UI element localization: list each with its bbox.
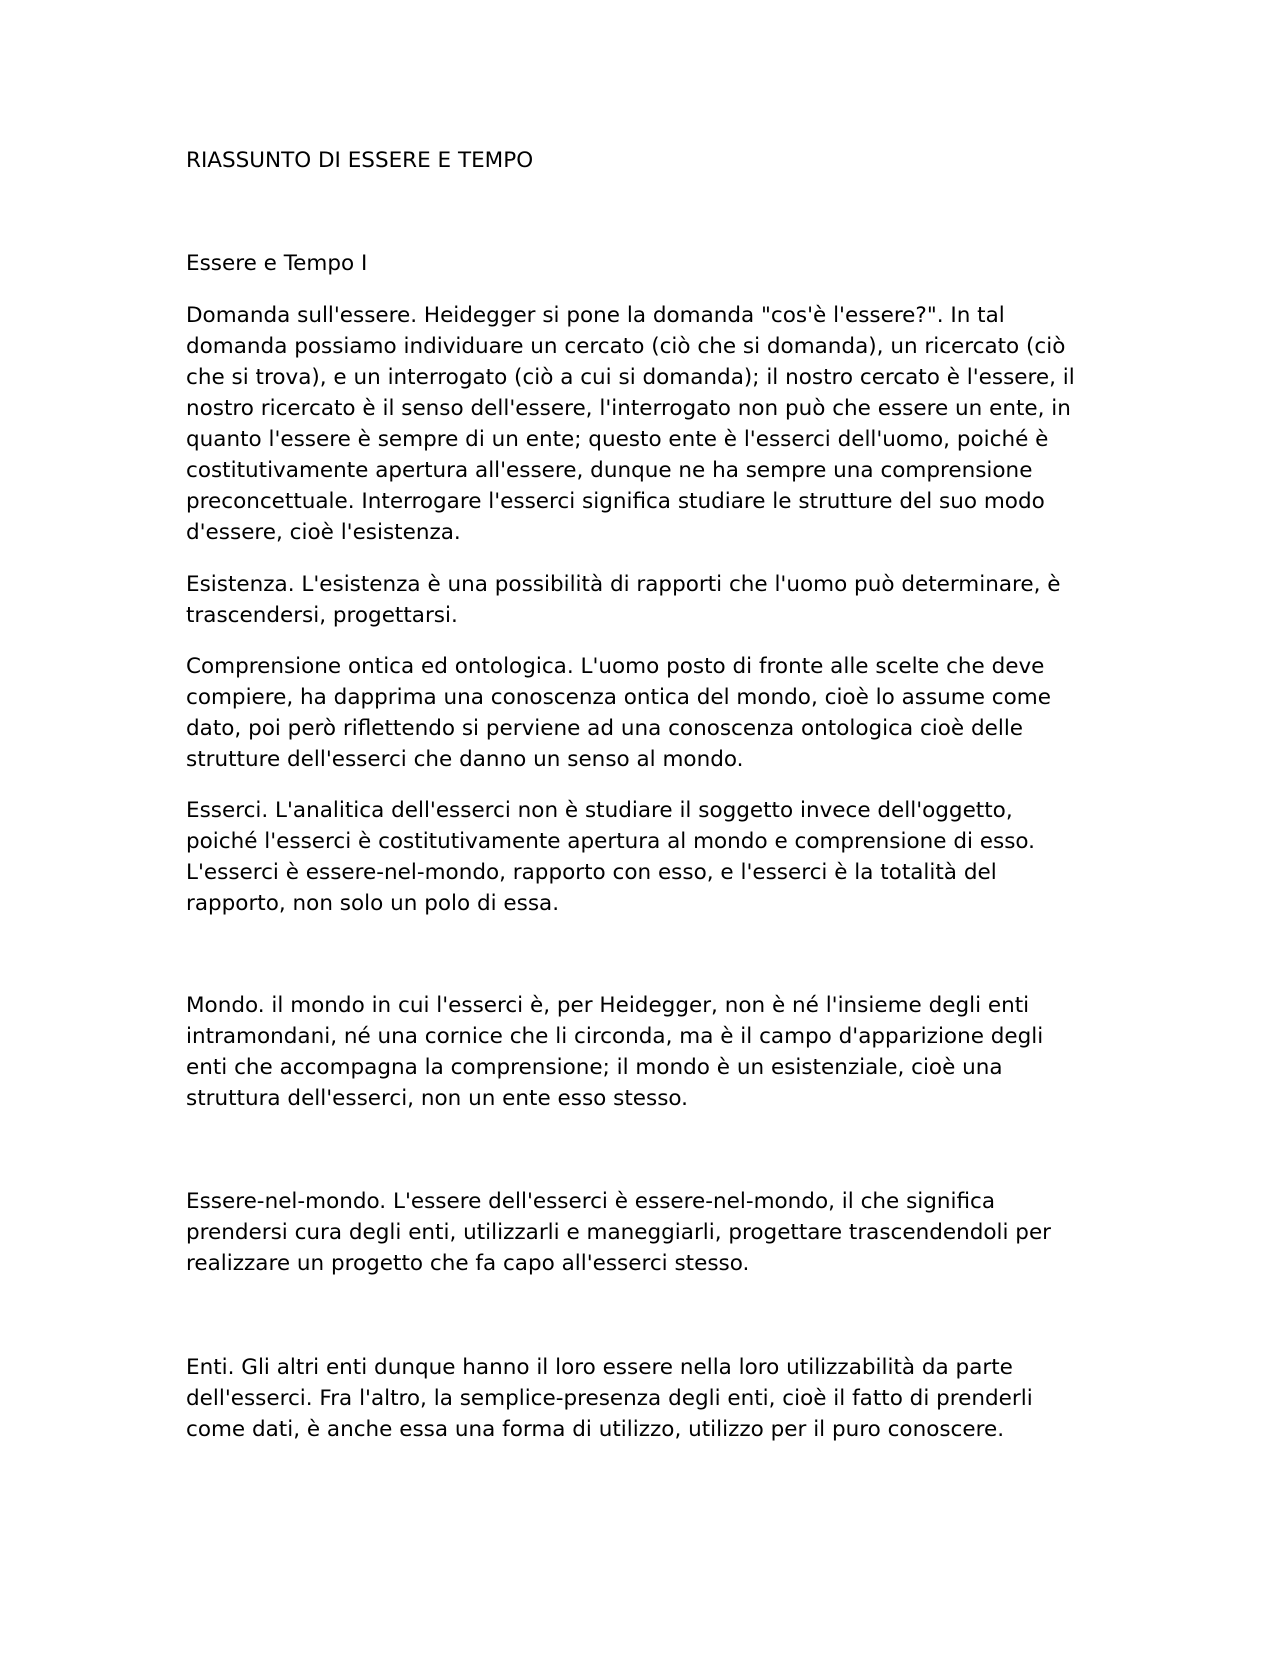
paragraph-esistenza: Esistenza. L'esistenza è una possibilità di rapporti che l'uomo può determinare, è trascendersi, progettarsi. bbox=[186, 572, 1061, 628]
paragraph-comprensione: Comprensione ontica ed ontologica. L'uomo posto di fronte alle scelte che deve compiere, ha dapprima una conoscenza ontica del mondo, cioè lo assume come dato, poi però riflettendo si perviene ad una conoscenza ontologica cioè delle strutture dell'esserci che danno un senso al mondo. bbox=[186, 654, 1051, 772]
paragraph-enti: Enti. Gli altri enti dunque hanno il loro essere nella loro utilizzabilità da parte dell'esserci. Fra l'altro, la semplice-presenza degli enti, cioè il fatto di prenderli come dati, è anche essa una forma di utilizzo, utilizzo per il puro conoscere. bbox=[186, 1355, 1033, 1442]
document-subtitle: Essere e Tempo I bbox=[186, 251, 368, 276]
paragraph-esserci: Esserci. L'analitica dell'esserci non è studiare il soggetto invece dell'oggetto, poiché l'esserci è costitutivamente apertura al mondo e comprensione di esso. L'esserci è essere-nel-mondo, rapporto con esso, e l'esserci è la totalità del rapporto, non solo un polo di essa. bbox=[186, 798, 1036, 916]
paragraph-mondo: Mondo. il mondo in cui l'esserci è, per Heidegger, non è né l'insieme degli enti intramondani, né una cornice che li circonda, ma è il campo d'apparizione degli enti che accompagna la comprensione; il mondo è un esistenziale, cioè una struttura dell'esserci, non un ente esso stesso. bbox=[186, 993, 1044, 1111]
document-title: RIASSUNTO DI ESSERE E TEMPO bbox=[186, 148, 534, 173]
paragraph-domanda-sull-essere: Domanda sull'essere. Heidegger si pone la domanda "cos'è l'essere?". In tal domanda possiamo individuare un cercato (ciò che si domanda), un ricercato (ciò che si trova), e un interrogato (ciò a cui si domanda); il nostro cercato è l'essere, il nostro ricercato è il senso dell'essere, l'interrogato non può che essere un ente, in quanto l'essere è sempre di un ente; questo ente è l'esserci dell'uomo, poiché è costitutivamente apertura all'essere, dunque ne ha sempre una comprensione preconcettuale. Interrogare l'esserci significa studiare le strutture del suo modo d'essere, cioè l'esistenza. bbox=[186, 303, 1075, 545]
paragraph-essere-nel-mondo: Essere-nel-mondo. L'essere dell'esserci è essere-nel-mondo, il che significa prendersi cura degli enti, utilizzarli e maneggiarli, progettare trascendendoli per realizzare un progetto che fa capo all'esserci stesso. bbox=[186, 1189, 1052, 1276]
